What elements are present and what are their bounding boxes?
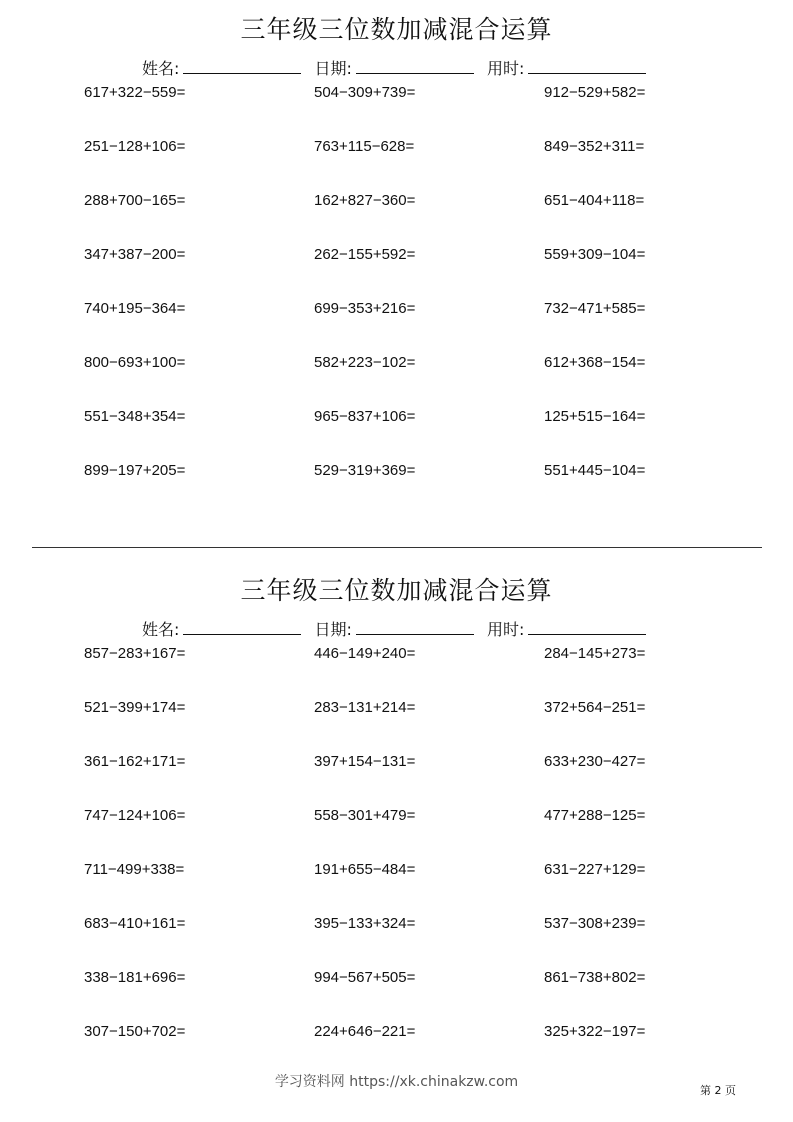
date-label: 日期: (314, 59, 352, 78)
date-label: 日期: (314, 620, 352, 639)
worksheet-title: 三年级三位数加减混合运算 (240, 576, 553, 605)
problem-item: 651−404+118= (544, 192, 645, 209)
problem-item: 965−837+106= (314, 408, 416, 425)
problem-item: 338−181+696= (84, 969, 186, 986)
problem-item: 747−124+106= (84, 807, 186, 824)
date-blank (356, 58, 474, 74)
problem-item: 191+655−484= (314, 861, 416, 878)
cut-divider (32, 547, 762, 548)
problem-item: 912−529+582= (544, 84, 646, 101)
problem-item: 372+564−251= (544, 699, 646, 716)
problem-item: 125+515−164= (544, 408, 646, 425)
time-blank (528, 619, 646, 635)
problem-item: 612+368−154= (544, 354, 646, 371)
problem-item: 521−399+174= (84, 699, 186, 716)
problem-item: 262−155+592= (314, 246, 416, 263)
problem-item: 617+322−559= (84, 84, 186, 101)
problem-item: 683−410+161= (84, 915, 186, 932)
time-label: 用时: (487, 620, 525, 639)
problem-item: 861−738+802= (544, 969, 646, 986)
student-info-row (142, 617, 654, 640)
problem-item: 504−309+739= (314, 84, 416, 101)
time-blank (528, 58, 646, 74)
problem-item: 307−150+702= (84, 1023, 186, 1040)
name-blank (183, 619, 301, 635)
worksheet-2 (0, 561, 793, 1081)
problem-item: 397+154−131= (314, 753, 416, 770)
problem-item: 477+288−125= (544, 807, 646, 824)
problem-item: 899−197+205= (84, 462, 186, 479)
problem-item: 347+387−200= (84, 246, 186, 263)
footer-watermark: 学习资料网 https://xk.chinakzw.com (274, 1074, 519, 1090)
problem-item: 699−353+216= (314, 300, 416, 317)
name-blank (183, 58, 301, 74)
problem-item: 251−128+106= (84, 138, 186, 155)
problem-item: 162+827−360= (314, 192, 416, 209)
problem-item: 631−227+129= (544, 861, 646, 878)
problem-item: 849−352+311= (544, 138, 645, 155)
problem-item: 325+322−197= (544, 1023, 646, 1040)
problem-item: 800−693+100= (84, 354, 186, 371)
problem-item: 633+230−427= (544, 753, 646, 770)
problem-item: 740+195−364= (84, 300, 186, 317)
student-info-row (142, 56, 654, 79)
problem-item: 857−283+167= (84, 645, 186, 662)
problem-item: 283−131+214= (314, 699, 416, 716)
problem-item: 551+445−104= (544, 462, 646, 479)
problem-item: 288+700−165= (84, 192, 186, 209)
problem-item: 284−145+273= (544, 645, 646, 662)
name-label: 姓名: (142, 620, 180, 639)
page-number: 第 2 页 (700, 1084, 736, 1097)
problem-item: 361−162+171= (84, 753, 186, 770)
problem-item: 551−348+354= (84, 408, 186, 425)
problem-item: 711−499+338= (84, 861, 185, 878)
problem-item: 763+115−628= (314, 138, 415, 155)
name-label: 姓名: (142, 59, 180, 78)
problem-item: 559+309−104= (544, 246, 646, 263)
problem-item: 224+646−221= (314, 1023, 416, 1040)
worksheet-title: 三年级三位数加减混合运算 (240, 15, 553, 44)
problem-item: 537−308+239= (544, 915, 646, 932)
problem-item: 732−471+585= (544, 300, 646, 317)
problem-item: 994−567+505= (314, 969, 416, 986)
date-blank (356, 619, 474, 635)
worksheet-1 (0, 0, 793, 520)
problem-item: 395−133+324= (314, 915, 416, 932)
time-label: 用时: (487, 59, 525, 78)
problem-item: 446−149+240= (314, 645, 416, 662)
problem-item: 529−319+369= (314, 462, 416, 479)
problem-item: 558−301+479= (314, 807, 416, 824)
problem-item: 582+223−102= (314, 354, 416, 371)
